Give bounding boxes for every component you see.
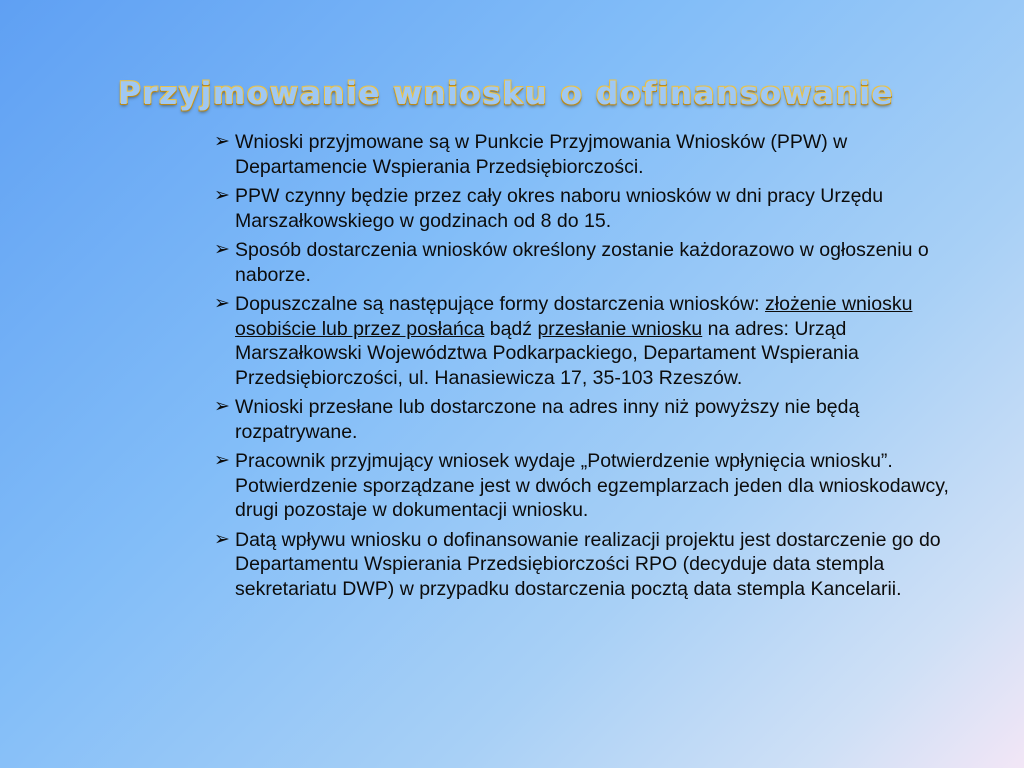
bullet-text: PPW czynny będzie przez cały okres naboru wniosków w dni pracy Urzędu Marszałkowskiego w godzinach od 8 do 15. <box>235 185 884 232</box>
delivery-option-in-person: złożenie wniosku osobiście lub przez posłańca <box>235 293 913 340</box>
bullet-text: Wnioski przesłane lub dostarczone na adres inny niż powyższy nie będą rozpatrywane. <box>235 396 860 443</box>
bullet-list <box>214 130 958 606</box>
list-item <box>214 130 958 179</box>
arrowhead-bullet-icon: ➢ <box>214 185 230 206</box>
list-item <box>214 395 958 444</box>
arrowhead-bullet-icon: ➢ <box>214 293 230 314</box>
bullet-text: Dopuszczalne są następujące formy dostarczenia wniosków: <box>235 293 766 315</box>
bullet-text: Pracownik przyjmujący wniosek wydaje „Potwierdzenie wpłynięcia wniosku”. Potwierdzenie sporządzane jest w dwóch egzemplarzach jeden dla wnioskodawcy, drugi pozostaje w dokumentacji wniosku. <box>235 450 949 521</box>
bullet-text: Wnioski przyjmowane są w Punkcie Przyjmowania Wniosków (PPW) w Departamencie Wspierania Przedsiębiorczości. <box>235 131 848 178</box>
list-item <box>214 449 958 523</box>
delivery-option-mail: przesłanie wniosku <box>537 317 703 340</box>
slide-title: Przyjmowanie wniosku o dofinansowanie <box>117 76 895 112</box>
list-item <box>214 528 958 602</box>
arrowhead-bullet-icon: ➢ <box>214 131 230 152</box>
bullet-text: bądź <box>484 317 538 340</box>
arrowhead-bullet-icon: ➢ <box>214 239 230 260</box>
list-item <box>214 292 958 390</box>
bullet-text: Sposób dostarczenia wniosków określony zostanie każdorazowo w ogłoszeniu o naborze. <box>235 239 929 286</box>
arrowhead-bullet-icon: ➢ <box>214 528 230 550</box>
arrowhead-bullet-icon: ➢ <box>214 396 230 417</box>
list-item <box>214 238 958 287</box>
arrowhead-bullet-icon: ➢ <box>214 450 230 471</box>
bullet-text: Datą wpływu wniosku o dofinansowanie realizacji projektu jest dostarczenie go do Departamentu Wspierania Przedsiębiorczości RPO (decyduje data stempla sekretariatu DWP) w przypadku dostarczenia pocztą data stempla Kancelarii. <box>235 528 941 600</box>
bullet-text: na adres: Urząd Marszałkowski Województwa Podkarpackiego, Departament Wspierania Przedsiębiorczości, ul. Hanasiewicza 17, 35-103 Rzeszów. <box>235 317 859 389</box>
list-item <box>214 184 958 233</box>
